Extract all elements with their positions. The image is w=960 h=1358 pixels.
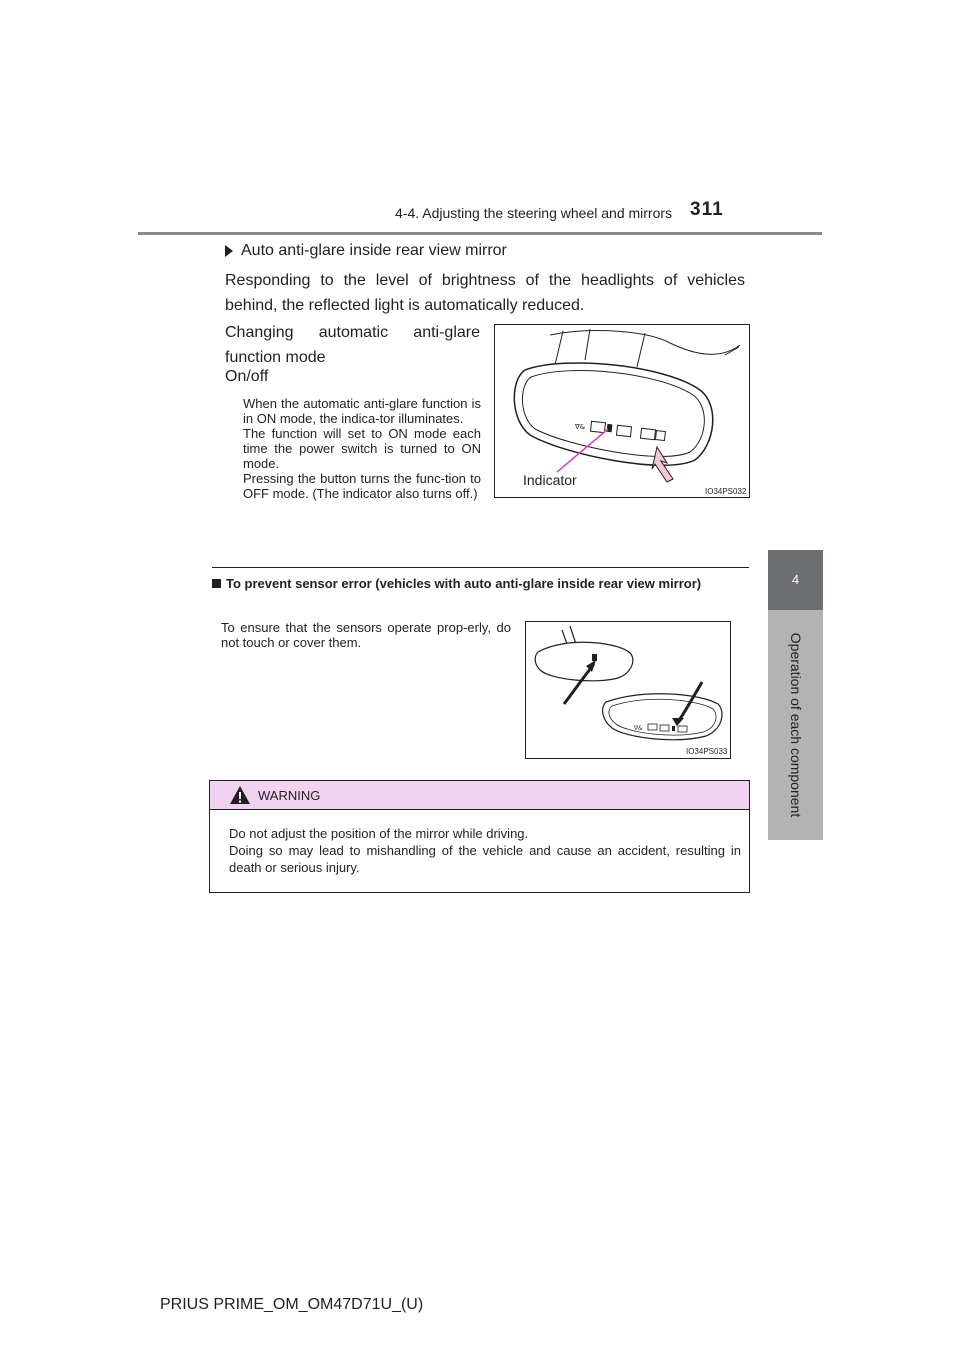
bullet-heading: [225, 242, 507, 260]
chapter-tab-number: 4: [768, 550, 823, 610]
warning-header: [210, 781, 749, 810]
mode-description-1: When the automatic anti-glare function is in ON mode, the indica-tor illuminates.: [243, 396, 481, 426]
note-body: To ensure that the sensors operate prop-erly, do not touch or cover them.: [221, 620, 511, 650]
warning-box: [209, 780, 750, 893]
svg-text:∇&: ∇&: [575, 423, 586, 431]
warning-line-1: Do not adjust the position of the mirror while driving.: [229, 826, 529, 841]
onoff-label: On/off: [225, 368, 269, 385]
svg-text:∇&: ∇&: [634, 725, 643, 732]
sensor-illustration: [525, 621, 731, 759]
page-number: 311: [690, 199, 724, 220]
warning-line-2: Doing so may lead to mishandling of the vehicle and cause an accident, resulting in death or serious injury.: [229, 843, 741, 875]
mirror-illustration: [494, 324, 750, 498]
note-title-text: To prevent sensor error (vehicles with auto anti-glare inside rear view mirror): [226, 576, 702, 591]
warning-label: WARNING: [258, 788, 321, 803]
sensor-drawing: [526, 622, 730, 758]
mode-description-3: Pressing the button turns the func-tion to OFF mode. (The indicator also turns off.): [243, 471, 481, 501]
warning-triangle-icon: [229, 785, 251, 805]
note-title: [212, 576, 747, 592]
section-divider: [212, 567, 749, 568]
header-section-title: 4-4. Adjusting the steering wheel and mirrors: [395, 205, 673, 221]
header-rule: [138, 232, 822, 235]
footer-model-code: PRIUS PRIME_OM_OM47D71U_(U): [160, 1296, 424, 1313]
bullet-heading-text: Auto anti-glare inside rear view mirror: [241, 242, 507, 259]
intro-paragraph: Responding to the level of brightness of the headlights of vehicles behind, the reflected light is automatically reduced.: [225, 272, 745, 314]
mode-description: [243, 396, 481, 501]
figure1-code: IO34PS032: [705, 487, 747, 496]
mode-description-2: The function will set to ON mode each time the power switch is turned to ON mode.: [243, 426, 481, 471]
indicator-callout-label: Indicator: [523, 472, 577, 488]
chapter-tab-label-wrap: [768, 610, 823, 840]
chapter-tab-label: Operation of each component: [787, 632, 804, 818]
bullet-arrow-icon: [225, 245, 233, 257]
figure2-code: IO34PS033: [686, 747, 728, 756]
mode-heading: Changing automatic anti-glare function mode: [225, 324, 480, 366]
square-bullet-icon: [212, 579, 221, 588]
warning-body: [229, 825, 741, 876]
